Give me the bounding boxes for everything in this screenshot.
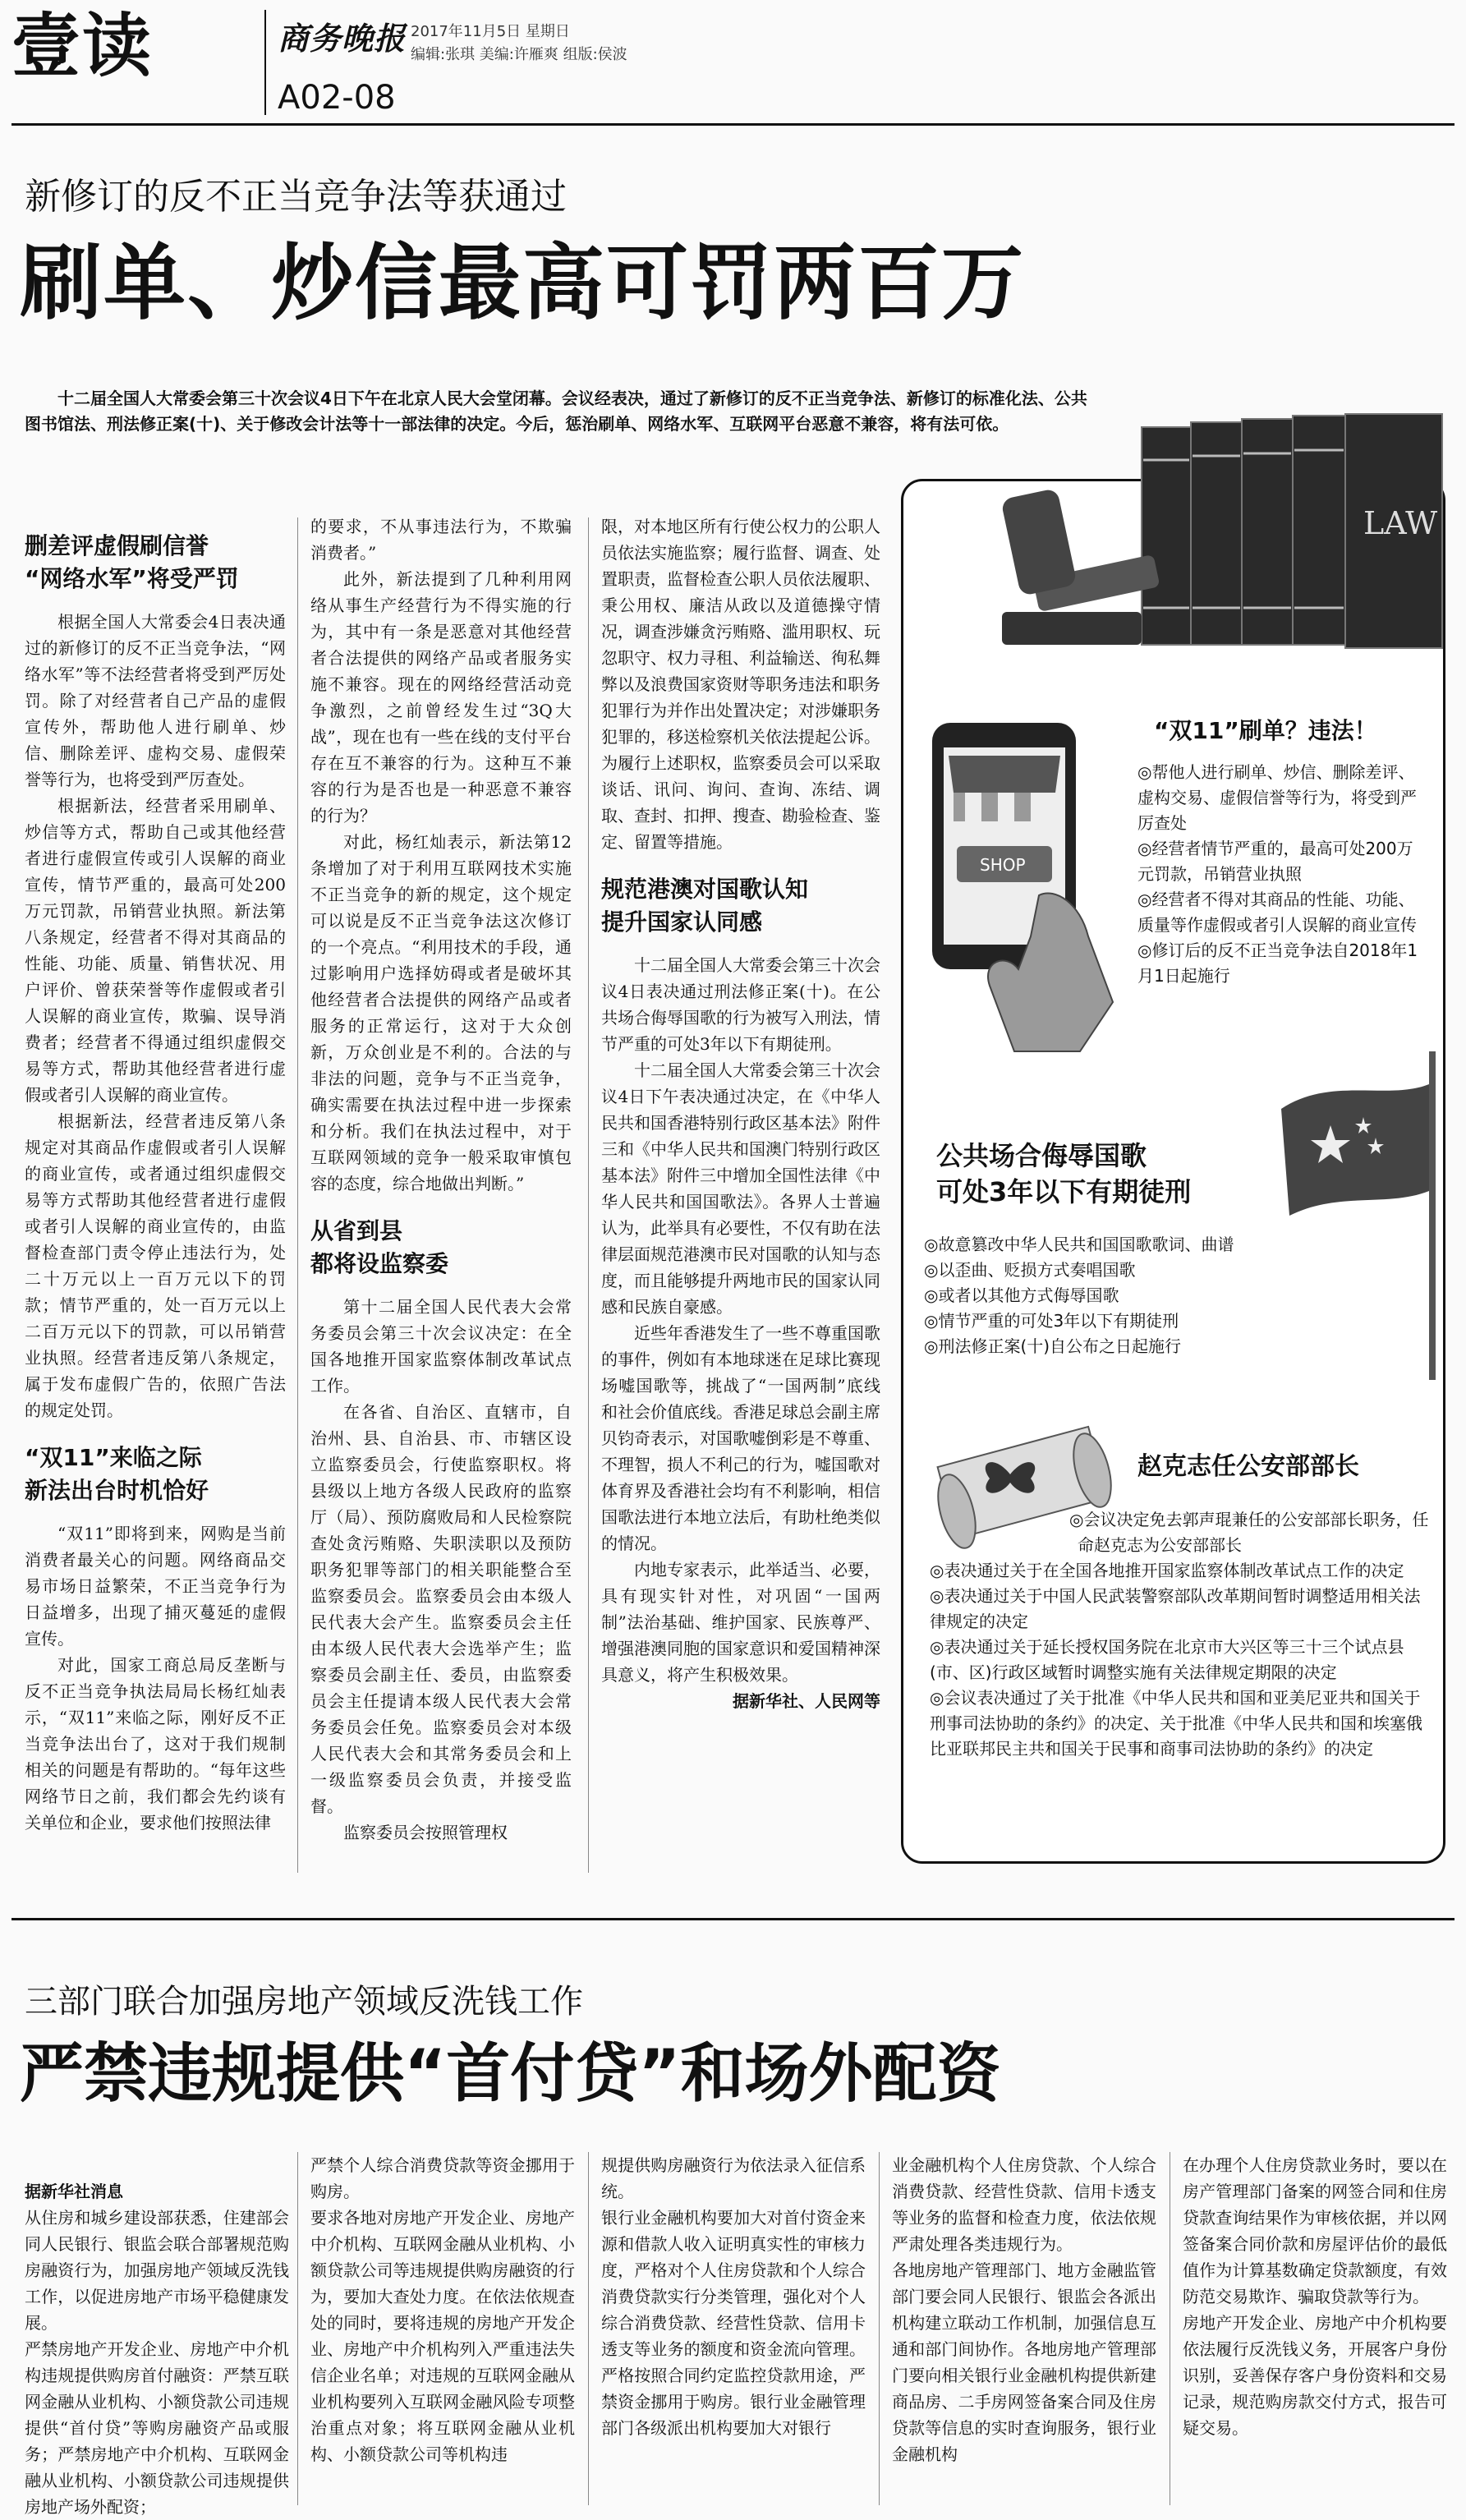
- list-item: ◎经营者情节严重的，最高可处200万元罚款，吊销营业执照: [1137, 839, 1413, 884]
- story1-column-3: [601, 513, 880, 1714]
- newspaper-logo: 商务晚报: [278, 20, 407, 57]
- story1-headline: 刷单、炒信最高可罚两百万: [20, 235, 1025, 331]
- paragraph: 对此，杨红灿表示，新法第12条增加了对于利用互联网技术实施不正当竞争的新的规定，这个规定可以说是反不正当竞争法这次修订的一个亮点。“利用技术的手段，通过影响用户选择妨碍或者是破坏其他经营者合法提供的网络产品或者服务的正常运行，这对于大众创新，万众创业是不利的。合法的与非法的问题，竞争与不正当竞争，确实需要在执法过程中进一步探索和分析。我们在执法过程中，对于互联网领域的竞争一般采取审慎包容的态度，综合地做出判断。”: [310, 832, 572, 1193]
- list-item: ◎会议决定免去郭声琨兼任的公安部部长职务，任命赵克志为公安部部长: [1069, 1510, 1429, 1555]
- paragraph: 内地专家表示，此举适当、必要，具有现实针对性，对巩固“一国两制”法治基础、维护国家、民族尊严、增强港澳同胞的国家意识和爱国精神深具意义，将产生积极效果。: [601, 1560, 880, 1685]
- story1-source: 据新华社、人民网等: [733, 1691, 880, 1711]
- story2-column-4: 业金融机构个人住房贷款、个人综合消费贷款、经营性贷款、信用卡透支等业务的监督和检查力度，依法依规严肃处理各类违规行为。 各地房地产管理部门、地方金融监管部门要会同人民银行、银监会各派出机构建立联动工作机制，加强信息互通和部门间协作。各地房地产管理部门要向相关银行业金融机构提供新建商品房、二手房网签备案合同及住房贷款等信息的实时查询服务，银行业金融机构: [892, 2155, 1156, 2464]
- sidebar-box1-list: [1137, 760, 1429, 989]
- law-book-label: LAW: [1363, 505, 1438, 541]
- column-divider: [588, 2152, 589, 2505]
- list-item: ◎表决通过关于延长授权国务院在北京市大兴区等三十三个试点县(市、区)行政区域暂时调整实施有关法律规定期限的决定: [930, 1637, 1404, 1682]
- paragraph: 根据全国人大常委会4日表决通过的新修订的反不正当竞争法，“网络水军”等不法经营者将受到严厉处罚。除了对经营者自己产品的虚假宣传外，帮助他人进行刷单、炒信、删除差评、虚构交易、虚假荣誉等行为，也将受到严厉查处。: [25, 612, 286, 789]
- column-divider: [588, 517, 589, 1873]
- story1-column-1: [25, 522, 286, 1836]
- paragraph: 根据新法，经营者采用刷单、炒信等方式，帮助自己或其他经营者进行虚假宣传或引人误解的商业宣传，情节严重的，最高可处200万元罚款，吊销营业执照。新法第八条规定，经营者不得对其商品的性能、功能、质量、销售状况、用户评价、曾获荣誉等作虚假或者引人误解的商业宣传，欺骗、误导消费者；经营者不得通过组织虚假交易等方式，帮助其他经营者进行虚假或者引人误解的商业宣传。: [25, 796, 286, 1105]
- paragraph: 监察委员会按照管理权: [343, 1823, 508, 1842]
- shopping-phone-illustration: [916, 690, 1133, 1068]
- shop-label: SHOP: [980, 855, 1026, 875]
- paragraph: 第十二届全国人民代表大会常务委员会第三十次会议决定：在全国各地推开国家监察体制改革试点工作。: [310, 1297, 572, 1396]
- section-title: 壹读: [11, 6, 154, 86]
- list-item: ◎刑法修正案(十)自公布之日起施行: [924, 1336, 1182, 1356]
- list-item: ◎情节严重的可处3年以下有期徒刑: [924, 1311, 1179, 1331]
- story1-kicker: 新修订的反不正当竞争法等获通过: [25, 176, 567, 218]
- paragraph: 的要求，不从事违法行为，不欺骗消费者。”: [310, 517, 572, 563]
- paragraph: 从住房和城乡建设部获悉，住建部会同人民银行、银监会联合部署规范购房融资行为，加强房地产领域反洗钱工作，以促进房地产市场平稳健康发展。 严禁房地产开发企业、房地产中介机构违规提供购房首付融资：严禁互联网金融从业机构、小额贷款公司违规提供“首付贷”等购房融资产品或服务；严禁房地产中介机构、互联网金融从业机构、小额贷款公司违规提供房地产场外配资；: [25, 2208, 289, 2517]
- sidebar-box2-list: [924, 1232, 1285, 1359]
- list-item: ◎修订后的反不正当竞争法自2018年1月1日起施行: [1137, 940, 1418, 986]
- story2-column-3: 规提供购房融资行为依法录入征信系统。 银行业金融机构要加大对首付资金来源和借款人收入证明真实性的审核力度，严格对个人住房贷款和个人综合消费贷款实行分类管理，强化对个人综合消费贷款、经营性贷款、信用卡透支等业务的额度和资金流向管理。严格按照合同约定监控贷款用途，严禁资金挪用于购房。银行业金融管理部门各级派出机构要加大对银行: [601, 2155, 866, 2438]
- issue-date: 2017年11月5日 星期日: [411, 23, 570, 40]
- paragraph: 近些年香港发生了一些不尊重国歌的事件，例如有本地球迷在足球比赛现场嘘国歌等，挑战了“一国两制”底线和社会价值底线。香港足球总会副主席贝钧奇表示，对国歌嘘倒彩是不尊重、不理智，损人不利己的行为，嘘国歌对体育界及香港社会均有不利影响，相信国歌法进行本地立法后，有助杜绝类似的情况。: [601, 1323, 880, 1553]
- column2-subhead: 从省到县 都将设监察委: [310, 1217, 449, 1277]
- list-item: ◎帮他人进行刷单、炒信、删除差评、虚构交易、虚假信誉等行为，将受到严厉查处: [1137, 762, 1417, 833]
- sidebar-box2-title: 公共场合侮辱国歌 可处3年以下有期徒刑: [936, 1140, 1192, 1207]
- list-item: ◎表决通过关于在全国各地推开国家监察体制改革试点工作的决定: [930, 1561, 1404, 1580]
- list-item: ◎故意篡改中华人民共和国国歌歌词、曲谱: [924, 1235, 1234, 1254]
- column3-subhead: 规范港澳对国歌认知 提升国家认同感: [601, 876, 809, 936]
- story2-column-2: 严禁个人综合消费贷款等资金挪用于购房。 要求各地对房地产开发企业、房地产中介机构、互联网金融从业机构、小额贷款公司等违规提供购房融资的行为，要加大查处力度。在依法依规查处的同时，要将违规的房地产开发企业、房地产中介机构列入严重违法失信企业名单；对违规的互联网金融从业机构要列入互联网金融风险专项整治重点对象；将互联网金融从业机构、小额贷款公司等机构违: [310, 2155, 575, 2464]
- list-item: ◎会议表决通过了关于批准《中华人民共和国和亚美尼亚共和国关于刑事司法协助的条约》的决定、关于批准《中华人民共和国和埃塞俄比亚联邦民主共和国关于民事和商事司法协助的条约》的决定: [930, 1688, 1422, 1759]
- paragraph: 限，对本地区所有行使公权力的公职人员依法实施监察；履行监督、调查、处置职责，监督检查公职人员依法履职、秉公用权、廉洁从政以及道德操守情况，调查涉嫌贪污贿赂、滥用职权、玩忽职守、权力寻租、利益输送、徇私舞弊以及浪费国家资财等职务违法和职务犯罪行为并作出处置决定；对涉嫌职务犯罪的，移送检察机关依法提起公诉。为履行上述职权，监察委员会可以采取谈话、讯问、询问、查询、冻结、调取、查封、扣押、搜查、勘验检查、鉴定、留置等措施。: [601, 517, 880, 852]
- list-item: ◎以歪曲、贬损方式奏唱国歌: [924, 1260, 1136, 1280]
- story1-column-2: [310, 513, 572, 1846]
- sidebar-box3-list: [930, 1507, 1431, 1762]
- paragraph: 根据新法，经营者违反第八条规定对其商品作虚假或者引人误解的商业宣传，或者通过组织虚假交易等方式帮助其他经营者进行虚假或者引人误解的商业宣传的，由监督检查部门责令停止违法行为，处二十万元以上一百万元以下的罚款；情节严重的，处一百万元以上二百万元以下的罚款，可以吊销营业执照。经营者违反第八条规定，属于发布虚假广告的，依照广告法的规定处罚。: [25, 1111, 286, 1420]
- column-divider: [297, 517, 298, 1873]
- paragraph: “双11”即将到来，网购是当前消费者最关心的问题。网络商品交易市场日益繁荣，不正当竞争行为日益增多，出现了捕灭蔓延的虚假宣传。: [25, 1524, 286, 1649]
- story2-source: 据新华社消息: [25, 2182, 123, 2201]
- column-divider: [879, 2152, 880, 2505]
- china-flag-illustration: [1265, 1051, 1462, 1380]
- paragraph: 此外，新法提到了几种利用网络从事生产经营行为不得实施的行为，其中有一条是恶意对其他经营者合法提供的网络产品或者服务实施不兼容。现在的网络经营活动竞争激烈，之前曾经发生过“3Q大战”，现在也有一些在线的支付平台存在互不兼容的行为。这种互不兼容的行为是否也是一种恶意不兼容的行为？: [310, 569, 572, 825]
- page-number: A02-08: [278, 79, 396, 117]
- story2-column-1: [25, 2152, 289, 2520]
- list-item: ◎经营者不得对其商品的性能、功能、质量等作虚假或者引人误解的商业宣传: [1137, 890, 1417, 935]
- story1-lead: 十二届全国人大常委会第三十次会议4日下午在北京人民大会堂闭幕。会议经表决，通过了新修订的反不正当竞争法、新修订的标准化法、公共图书馆法、刑法修正案(十)、关于修改会计法等十一部法律的决定。今后，惩治刷单、网络水军、互联网平台恶意不兼容，将有法可依。: [25, 389, 1087, 434]
- header-underline: [11, 123, 1455, 126]
- list-item: ◎或者以其他方式侮辱国歌: [924, 1285, 1119, 1305]
- paragraph: 对此，国家工商总局反垄断与反不正当竞争执法局局长杨红灿表示，“双11”来临之际，刚好反不正当竞争法出台了，这对于我们规制相关的问题是有帮助的。“每年这些网络节日之前，我们都会先约谈有关单位和企业，要求他们按照法律: [25, 1655, 286, 1833]
- header-divider: [264, 10, 266, 115]
- story2-column-5: 在办理个人住房贷款业务时，要以在房产管理部门备案的网签合同和住房贷款查询结果作为审核依据，并以网签备案合同价款和房屋评估价的最低值作为计算基数确定贷款额度，有效防范交易欺诈、骗取贷款等行为。 房地产开发企业、房地产中介机构要依法履行反洗钱义务，开展客户身份识别，妥善保存客户身份资料和交易记录，规范购房款交付方式，报告可疑交易。: [1183, 2155, 1447, 2438]
- story-divider: [11, 1918, 1455, 1920]
- law-books-gavel-illustration: [1002, 411, 1450, 657]
- column1-subhead-1: 删差评虚假刷信誉 “网络水军”将受严罚: [25, 532, 239, 592]
- paragraph: 在各省、自治区、直辖市，自治州、县、自治县、市、市辖区设立监察委员会，行使监察职权。将县级以上地方各级人民政府的监察厅（局）、预防腐败局和人民检察院查处贪污贿赂、失职渎职以及预防职务犯罪等部门的相关职能整合至监察委员会。监察委员会由本级人民代表大会产生。监察委员会主任由本级人民代表大会选举产生；监察委员会副主任、委员，由监察委员会主任提请本级人民代表大会常务委员会任免。监察委员会对本级人民代表大会和其常务委员会和上一级监察委员会负责，并接受监督。: [310, 1402, 572, 1816]
- sidebar-box3-title: 赵克志任公安部部长: [1137, 1452, 1359, 1481]
- story2-kicker: 三部门联合加强房地产领域反洗钱工作: [25, 1983, 583, 2021]
- staff-credits: 编辑:张琪 美编:许雁爽 组版:侯波: [411, 46, 627, 63]
- paragraph: 十二届全国人大常委会第三十次会议4日下午表决通过决定，在《中华人民共和国香港特别行政区基本法》附件三和《中华人民共和国澳门特别行政区基本法》附件三中增加全国性法律《中华人民共和国国歌法》。各界人士普遍认为，此举具有必要性，不仅有助在法律层面规范港澳市民对国歌的认知与态度，而且能够提升两地市民的国家认同感和民族自豪感。: [601, 1060, 880, 1317]
- sidebar-box1-title: “双11”刷单？违法！: [1154, 717, 1377, 744]
- column1-subhead-2: “双11”来临之际 新法出台时机恰好: [25, 1444, 209, 1504]
- list-item: ◎表决通过关于中国人民武装警察部队改革期间暂时调整适用相关法律规定的决定: [930, 1586, 1421, 1631]
- column-divider: [297, 2152, 298, 2505]
- paragraph: 十二届全国人大常委会第三十次会议4日表决通过刑法修正案(十)。在公共场合侮辱国歌的行为被写入刑法，情节严重的可处3年以下有期徒刑。: [601, 955, 880, 1054]
- story2-headline: 严禁违规提供“首付贷”和场外配资: [20, 2037, 1001, 2111]
